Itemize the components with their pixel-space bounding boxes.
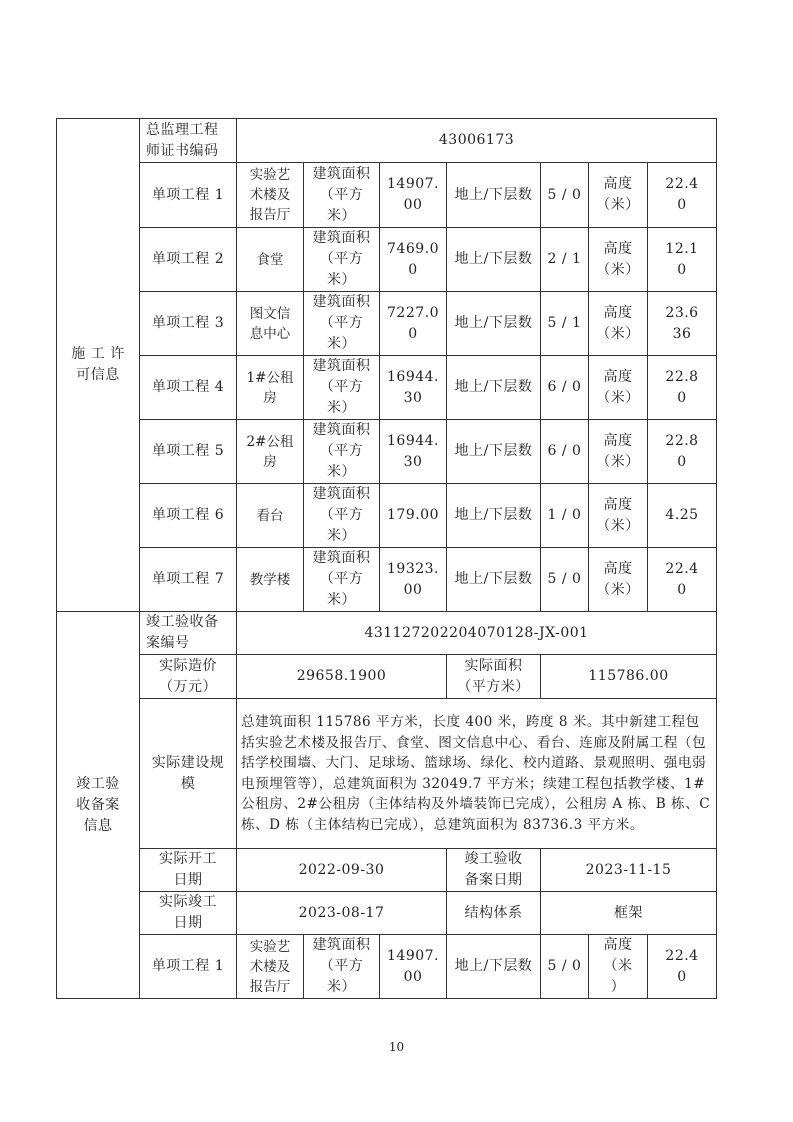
item-area-label: 建筑面积 （平方 米）	[304, 484, 380, 548]
item-floors-value: 5 / 0	[541, 548, 589, 612]
scale-row	[57, 699, 717, 849]
item-height-value: 22.8 0	[648, 356, 717, 420]
item-floors-label: 地上/下层数	[447, 484, 541, 548]
permit-item-row	[57, 292, 717, 356]
finish-date-value: 2023-08-17	[237, 892, 447, 935]
actual-cost-value: 29658.1900	[237, 655, 447, 699]
item-building-name: 图文信 息中心	[237, 292, 304, 356]
item-height-label: 高度 （米）	[589, 420, 648, 484]
item-area-value: 14907. 00	[380, 935, 447, 999]
item-building-name: 教学楼	[237, 548, 304, 612]
item-floors-label: 地上/下层数	[447, 935, 541, 999]
record-date-value: 2023-11-15	[541, 849, 717, 892]
item-floors-value: 5 / 1	[541, 292, 589, 356]
item-building-name: 看台	[237, 484, 304, 548]
permit-section-label: 施 工 许 可信息	[57, 119, 140, 612]
dates-row	[57, 849, 717, 892]
supervisor-cert-value: 43006173	[237, 119, 717, 163]
item-area-label: 建筑面积 （平方 米）	[304, 163, 380, 228]
item-area-value: 7469.0 0	[380, 228, 447, 292]
item-label: 单项工程 1	[140, 163, 237, 228]
permit-item-row	[57, 228, 717, 292]
cost-area-row	[57, 655, 717, 699]
supervisor-cert-label: 总监理工程 师证书编码	[140, 119, 237, 163]
record-number-label: 竣工验收备 案编号	[140, 612, 237, 655]
item-area-label: 建筑面积 （平方 米）	[304, 228, 380, 292]
permit-item-row	[57, 420, 717, 484]
structure-value: 框架	[541, 892, 717, 935]
permit-item-row	[57, 163, 717, 228]
actual-scale-text: 总建筑面积 115786 平方米，长度 400 米，跨度 8 米。其中新建工程包括实验艺术楼及报告厅、食堂、图文信息中心、看台、连廊及附属工程（包括学校围墙、大门、足球场、篮球场、绿化、校内道路、景观照明、强电弱电预埋管等），总建筑面积为 32049.7 平方米；续建工程包括教学楼、1#公租房、2#公租房（主体结构及外墙装饰已完成），公租房 A 栋、B 栋、C 栋、D 栋（主体结构已完成），总建筑面积为 83736.3 平方米。	[237, 699, 717, 849]
item-height-label: 高度 （米 ）	[589, 935, 648, 999]
item-height-label: 高度 （米）	[589, 548, 648, 612]
record-date-label: 竣工验收 备案日期	[447, 849, 541, 892]
permit-item-row	[57, 484, 717, 548]
item-floors-value: 5 / 0	[541, 935, 589, 999]
item-area-value: 19323. 00	[380, 548, 447, 612]
page-number: 10	[388, 1040, 405, 1054]
item-height-value: 23.6 36	[648, 292, 717, 356]
item-area-value: 7227.0 0	[380, 292, 447, 356]
actual-cost-label: 实际造价 （万元）	[140, 655, 237, 699]
item-area-label: 建筑面积 （平方 米）	[304, 935, 380, 999]
item-height-label: 高度 （米）	[589, 163, 648, 228]
item-building-name: 食堂	[237, 228, 304, 292]
item-area-label: 建筑面积 （平方 米）	[304, 292, 380, 356]
item-floors-label: 地上/下层数	[447, 163, 541, 228]
permit-item-row	[57, 548, 717, 612]
item-height-value: 22.4 0	[648, 163, 717, 228]
completion-item-row	[57, 935, 717, 999]
item-label: 单项工程 6	[140, 484, 237, 548]
item-building-name: 实验艺 术楼及 报告厅	[237, 163, 304, 228]
item-height-label: 高度 （米）	[589, 292, 648, 356]
item-floors-value: 1 / 0	[541, 484, 589, 548]
item-floors-value: 2 / 1	[541, 228, 589, 292]
item-area-value: 16944. 30	[380, 420, 447, 484]
item-height-label: 高度 （米）	[589, 228, 648, 292]
item-label: 单项工程 7	[140, 548, 237, 612]
item-label: 单项工程 3	[140, 292, 237, 356]
item-label: 单项工程 5	[140, 420, 237, 484]
item-floors-label: 地上/下层数	[447, 548, 541, 612]
item-floors-label: 地上/下层数	[447, 420, 541, 484]
item-height-value: 22.4 0	[648, 548, 717, 612]
actual-area-label: 实际面积 （平方米）	[447, 655, 541, 699]
completion-section-label: 竣工验 收备案 信息	[57, 612, 140, 999]
supervisor-row	[57, 119, 717, 163]
record-number-value: 431127202204070128-JX-001	[237, 612, 717, 655]
actual-area-value: 115786.00	[541, 655, 717, 699]
item-height-value: 12.1 0	[648, 228, 717, 292]
item-area-label: 建筑面积 （平方 米）	[304, 356, 380, 420]
item-floors-label: 地上/下层数	[447, 228, 541, 292]
project-info-table	[56, 118, 717, 999]
structure-label: 结构体系	[447, 892, 541, 935]
item-height-value: 22.8 0	[648, 420, 717, 484]
item-building-name: 2#公租 房	[237, 420, 304, 484]
permit-item-row	[57, 356, 717, 420]
item-height-value: 22.4 0	[648, 935, 717, 999]
start-date-label: 实际开工 日期	[140, 849, 237, 892]
item-floors-value: 6 / 0	[541, 420, 589, 484]
item-area-value: 14907. 00	[380, 163, 447, 228]
item-label: 单项工程 1	[140, 935, 237, 999]
item-building-name: 实验艺 术楼及 报告厅	[237, 935, 304, 999]
item-height-value: 4.25	[648, 484, 717, 548]
actual-scale-label: 实际建设规 模	[140, 699, 237, 849]
item-height-label: 高度 （米）	[589, 356, 648, 420]
finish-structure-row	[57, 892, 717, 935]
item-floors-label: 地上/下层数	[447, 292, 541, 356]
item-floors-value: 6 / 0	[541, 356, 589, 420]
record-number-row	[57, 612, 717, 655]
finish-date-label: 实际竣工 日期	[140, 892, 237, 935]
start-date-value: 2022-09-30	[237, 849, 447, 892]
item-area-label: 建筑面积 （平方 米）	[304, 420, 380, 484]
item-label: 单项工程 4	[140, 356, 237, 420]
item-floors-label: 地上/下层数	[447, 356, 541, 420]
item-area-value: 179.00	[380, 484, 447, 548]
item-area-label: 建筑面积 （平方 米）	[304, 548, 380, 612]
item-floors-value: 5 / 0	[541, 163, 589, 228]
item-building-name: 1#公租 房	[237, 356, 304, 420]
item-label: 单项工程 2	[140, 228, 237, 292]
item-height-label: 高度 （米）	[589, 484, 648, 548]
item-area-value: 16944. 30	[380, 356, 447, 420]
